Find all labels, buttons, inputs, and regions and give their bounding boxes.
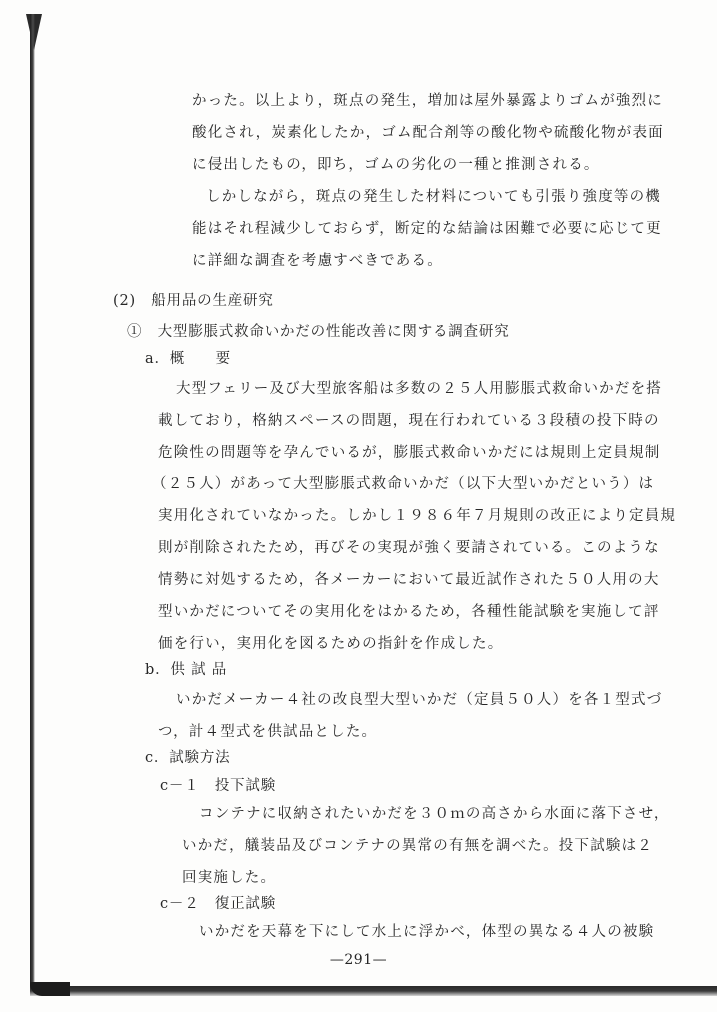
binding-shadow-corner bbox=[30, 982, 70, 996]
section-2-heading: (2) 船用品の生産研究 bbox=[113, 293, 274, 309]
item-b-line-1: いかだメーカー４社の改良型大型いかだ（定員５０人）を各１型式づ bbox=[176, 692, 663, 708]
binding-shadow-bottom bbox=[30, 986, 717, 996]
item-c-heading: c．試験方法 bbox=[145, 750, 231, 766]
subsection-1-heading: ① 大型膨脹式救命いかだの性能改善に関する調査研究 bbox=[127, 324, 510, 340]
item-c1-heading: c－１ 投下試験 bbox=[160, 778, 277, 794]
item-c2-line-1: いかだを天幕を下にして水上に浮かべ，体型の異なる４人の被験 bbox=[199, 924, 655, 940]
item-a-line-6: 則が削除されたため，再びその実現が強く要請されている。このような bbox=[158, 540, 660, 556]
item-c1-line-1: コンテナに収納されたいかだを３０ｍの高さから水面に落下させ， bbox=[199, 806, 670, 822]
intro-line-3: に侵出したもの，即ち，ゴムの劣化の一種と推測される。 bbox=[192, 157, 600, 173]
item-a-line-1: 大型フェリー及び大型旅客船は多数の２５人用膨脹式救命いかだを搭 bbox=[176, 381, 662, 397]
item-a-line-9: 価を行い，実用化を図るための指針を作成した。 bbox=[158, 636, 504, 652]
intro-line-4: しかしながら，斑点の発生した材料についても引張り強度等の機 bbox=[206, 189, 662, 205]
intro-line-5: 能はそれ程減少しておらず，断定的な結論は困難で必要に応じて更 bbox=[192, 221, 662, 237]
item-a-line-8: 型いかだについてその実用化をはかるため，各種性能試験を実施して評 bbox=[158, 604, 660, 620]
page-number: —291— bbox=[329, 952, 388, 968]
item-a-line-4: （２５人）があって大型膨脹式救命いかだ（以下大型いかだという）は bbox=[152, 476, 655, 492]
item-b-heading: b．供 試 品 bbox=[145, 662, 228, 678]
item-a-line-7: 情勢に対処するため，各メーカーにおいて最近試作された５０人用の大 bbox=[158, 572, 660, 588]
item-a-line-5: 実用化されていなかった。しかし１９８６年７月規則の改正により定員規 bbox=[158, 508, 677, 524]
item-c1-line-3: 回実施した。 bbox=[182, 870, 277, 886]
item-c2-heading: c－２ 復正試験 bbox=[160, 896, 277, 912]
item-c1-line-2: いかだ，艤装品及びコンテナの異常の有無を調べた。投下試験は２ bbox=[182, 838, 653, 854]
item-a-line-3: 危険性の問題等を孕んでいるが，膨脹式救命いかだには規則上定員規制 bbox=[158, 445, 661, 461]
intro-line-2: 酸化され，炭素化したか，ゴム配合剤等の酸化物や硫酸化物が表面 bbox=[192, 125, 664, 141]
item-b-line-2: つ，計４型式を供試品とした。 bbox=[158, 724, 378, 740]
binding-shadow-left bbox=[30, 14, 35, 989]
item-a-heading: a．概 要 bbox=[145, 351, 231, 367]
item-a-line-2: 載しており，格納スペースの問題，現在行われている３段積の投下時の bbox=[158, 413, 660, 429]
intro-line-6: に詳細な調査を考慮すべきである。 bbox=[192, 253, 443, 269]
intro-line-1: かった。以上より，斑点の発生，増加は屋外暴露よりゴムが強烈に bbox=[192, 93, 663, 109]
